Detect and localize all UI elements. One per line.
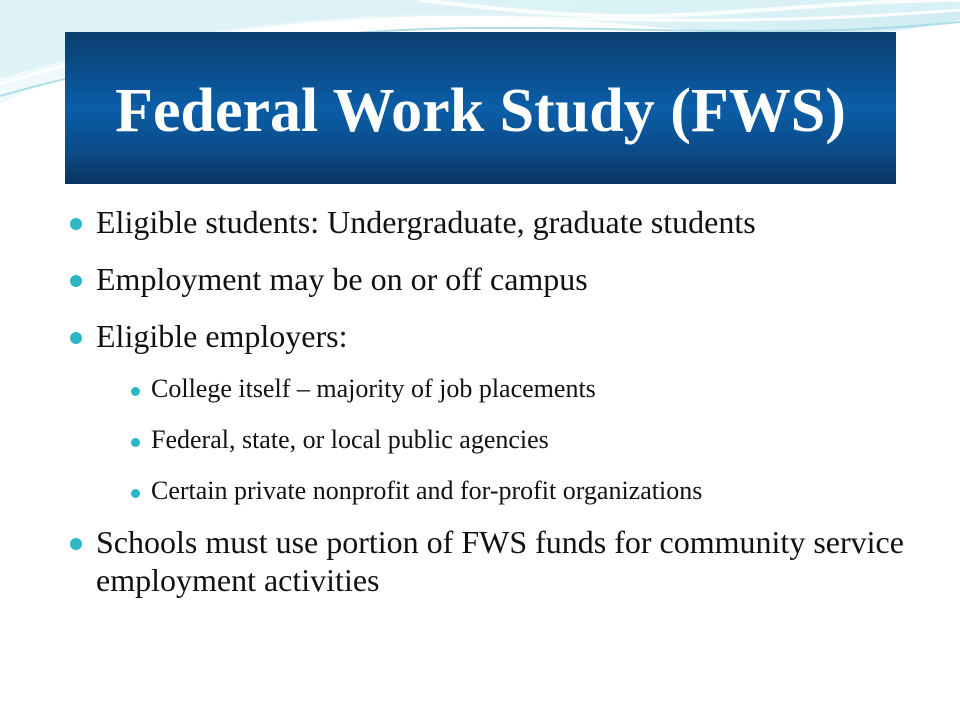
bullet-text: Employment may be on or off campus — [96, 261, 588, 297]
bullet-dot-icon — [70, 275, 82, 287]
bullet-text: Eligible students: Undergraduate, graduate students — [96, 204, 756, 240]
title-banner — [65, 32, 896, 184]
bullet-item — [70, 260, 930, 298]
sub-bullet-dot-icon — [131, 438, 140, 447]
bullet-item — [70, 317, 930, 355]
sub-bullet-item — [70, 476, 930, 506]
bullet-dot-icon — [70, 332, 82, 344]
sub-bullet-text: Federal, state, or local public agencies — [151, 425, 549, 454]
sub-bullet-item — [70, 374, 930, 404]
bullet-item — [70, 203, 930, 241]
bullet-dot-icon — [70, 538, 82, 550]
bullet-item — [70, 523, 930, 599]
sub-bullet-text: Certain private nonprofit and for-profit organizations — [151, 476, 703, 505]
sub-bullet-dot-icon — [131, 387, 140, 396]
bullet-list — [70, 203, 930, 618]
sub-bullet-dot-icon — [131, 489, 140, 498]
slide-title: Federal Work Study (FWS) — [115, 77, 846, 145]
bullet-dot-icon — [70, 218, 82, 230]
sub-bullet-item — [70, 425, 930, 455]
bullet-text: Eligible employers: — [96, 318, 348, 354]
sub-bullet-text: College itself – majority of job placements — [151, 374, 596, 403]
bullet-text: Schools must use portion of FWS funds for community service employment activities — [96, 524, 904, 598]
